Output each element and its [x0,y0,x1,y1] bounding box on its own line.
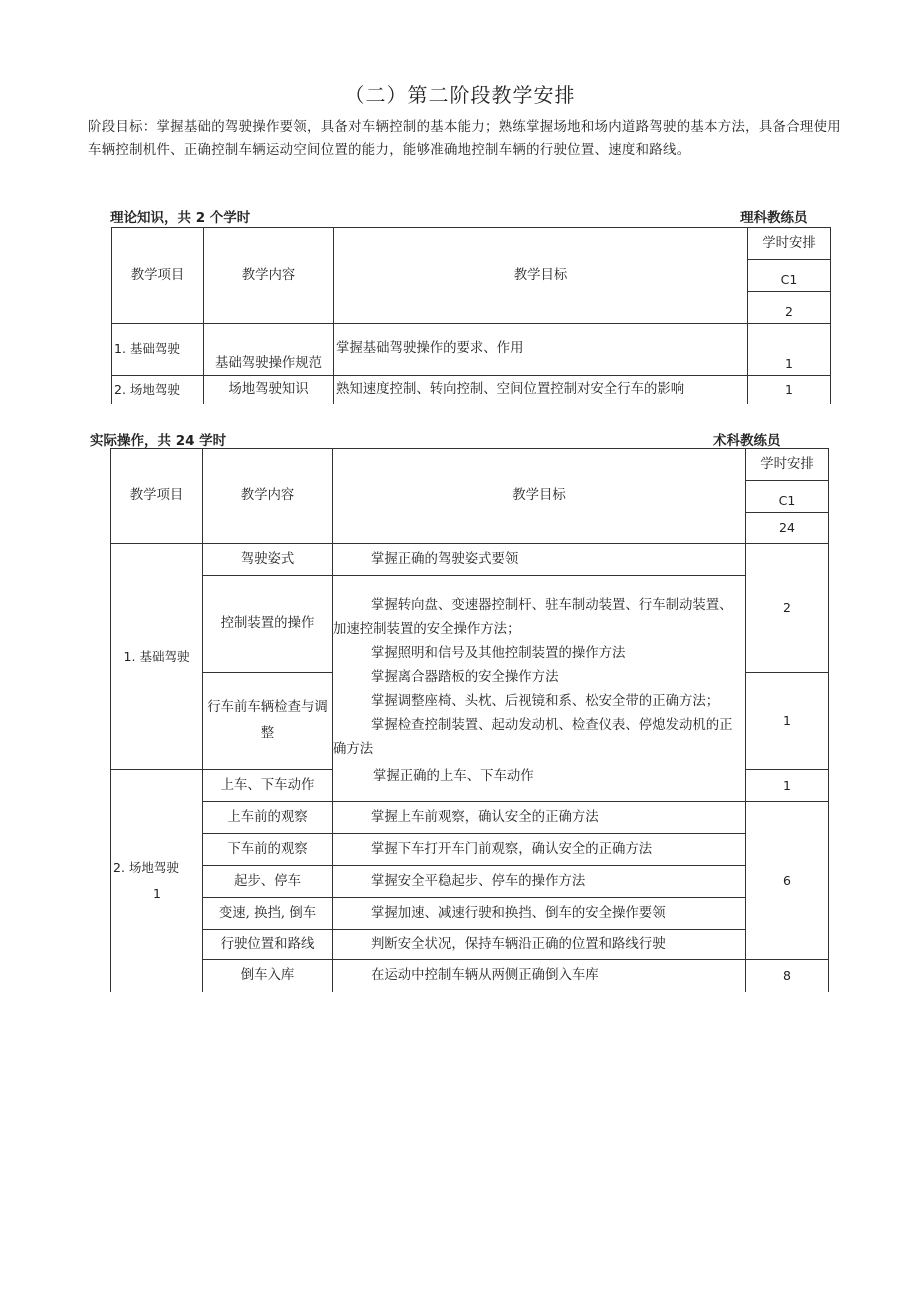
theory-row-goal: 掌握基础驾驶操作的要求、作用 [334,324,748,376]
practice-site-item-label: 2. 场地驾驶 [113,859,179,875]
practice-site-goal: 掌握下车打开车门前观察，确认安全的正确方法 [333,834,746,866]
practice-basic-content: 控制装置的操作 [203,576,333,673]
theory-row-goal: 熟知速度控制、转向控制、空间位置控制对安全行车的影响 [334,376,748,404]
practice-site-goal: 判断安全状况，保持车辆沿正确的位置和路线行驶 [333,930,746,960]
practice-site-goal: 在运动中控制车辆从两侧正确倒入车库 [333,960,746,992]
practice-site-goal: 掌握加速、减速行驶和换挡、倒车的安全操作要领 [333,898,746,930]
goal-line: 掌握照明和信号及其他控制装置的操作方法 [371,646,626,661]
practice-header-content: 教学内容 [203,449,333,544]
theory-row-item: 1. 基础驾驶 [112,324,204,376]
theory-header-hours: 学时安排 [748,228,831,260]
practice-site-goal-first: 掌握正确的上车、下车动作 [373,769,534,784]
practice-site-item [111,770,203,992]
theory-header-content: 教学内容 [204,228,334,324]
practice-header-hours: 学时安排 [746,449,829,481]
practice-site-content: 上车、下车动作 [203,770,333,802]
practice-site-goal: 掌握安全平稳起步、停车的操作方法 [333,866,746,898]
practice-table [110,448,829,992]
practice-site-hours: 6 [746,802,829,960]
theory-header-item: 教学项目 [112,228,204,324]
practice-site-item-num: 1 [153,885,161,901]
theory-trainer: 理科教练员 [740,210,808,226]
practice-site-hours: 1 [746,770,829,802]
practice-site-hours: 8 [746,960,829,992]
practice-header-total: 24 [746,513,829,544]
practice-basic-hours: 2 [746,544,829,673]
theory-row-hours: 1 [748,324,831,376]
theory-header-goal: 教学目标 [334,228,748,324]
theory-header-class: C1 [748,260,831,292]
practice-basic-content: 驾驶姿式 [203,544,333,576]
goal-line: 掌握调整座椅、头枕、后视镜和系、松安全带的正确方法； [371,694,720,709]
practice-site-content: 起步、停车 [203,866,333,898]
practice-site-content: 变速, 换挡, 倒车 [203,898,333,930]
practice-site-goal: 掌握上车前观察，确认安全的正确方法 [333,802,746,834]
goal-line: 掌握转向盘、变速器控制杆、驻车制动装置、行车制动装置、加速控制装置的安全操作方法； [333,598,733,637]
practice-basic-item: 1. 基础驾驶 [111,544,203,770]
practice-site-content: 倒车入库 [203,960,333,992]
practice-site-content: 行驶位置和路线 [203,930,333,960]
theory-heading: 理论知识，共 2 个学时 [110,210,251,226]
practice-site-content: 下车前的观察 [203,834,333,866]
practice-trainer: 术科教练员 [713,433,781,449]
practice-basic-hours: 1 [746,673,829,770]
practice-header-class: C1 [746,481,829,513]
goal-line: 掌握检查控制装置、起动发动机、检查仪表、停熄发动机的正确方法 [333,718,733,757]
practice-basic-goal: 掌握正确的驾驶姿式要领 [333,544,746,576]
page-title: （二）第二阶段教学安排 [344,83,576,107]
theory-row-hours: 1 [748,376,831,404]
practice-heading: 实际操作，共 24 学时 [90,433,227,449]
theory-header-total: 2 [748,292,831,324]
practice-header-goal: 教学目标 [333,449,746,544]
theory-row-item: 2. 场地驾驶 [112,376,204,404]
theory-row-content: 场地驾驶知识 [204,376,334,404]
practice-site-content: 上车前的观察 [203,802,333,834]
practice-section-header [90,429,810,449]
stage-goal-paragraph: 阶段目标：掌握基础的驾驶操作要领，具备对车辆控制的基本能力；熟练掌握场地和场内道路驾驶的基本方法，具备合理使用车辆控制机件、正确控制车辆运动空间位置的能力，能够准确地控制车辆的行驶位置、速度和路线。 [88,120,841,158]
goal-line: 掌握离合器踏板的安全操作方法 [371,670,559,685]
practice-basic-content: 行车前车辆检查与调整 [203,673,333,770]
theory-row-content: 基础驾驶操作规范 [204,324,334,376]
theory-section-header [110,206,820,226]
theory-table [111,227,831,404]
practice-header-item: 教学项目 [111,449,203,544]
